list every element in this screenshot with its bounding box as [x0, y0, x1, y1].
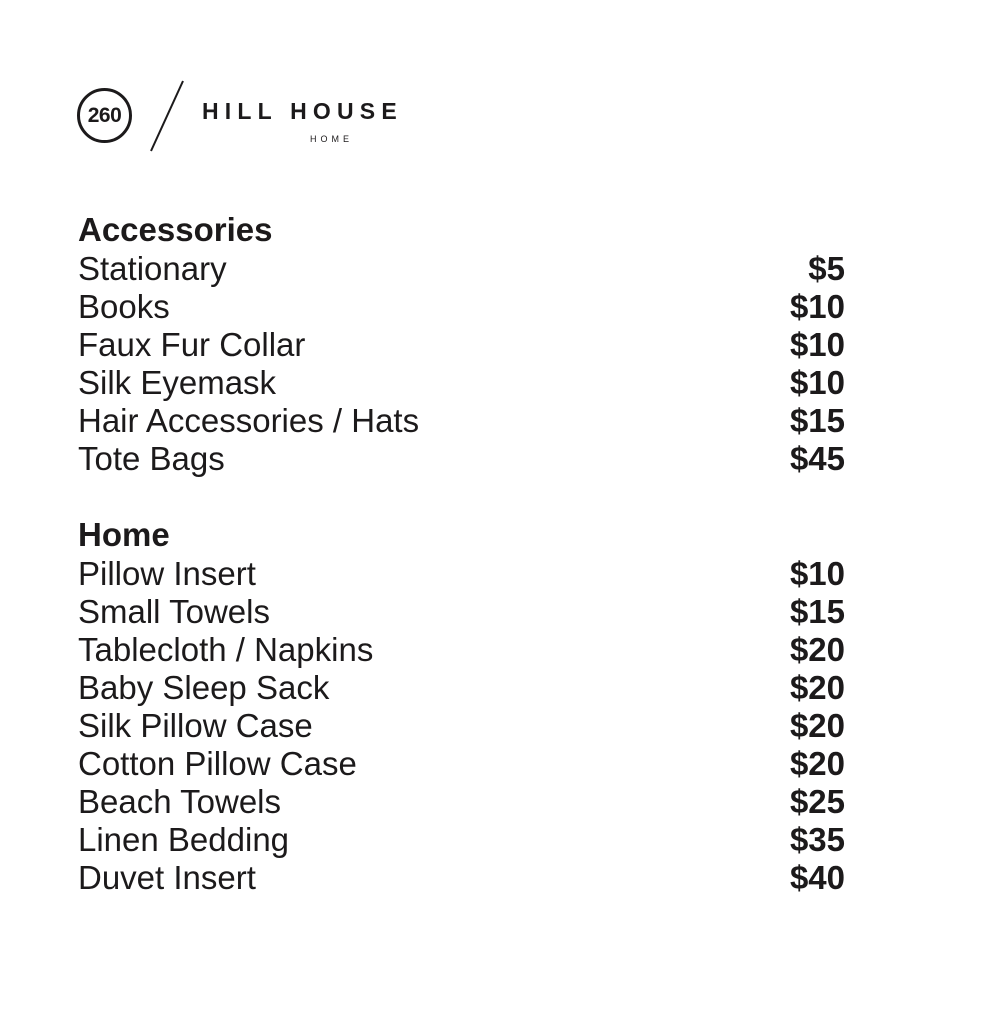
- logo-number-badge: 260: [77, 88, 132, 143]
- list-item: [78, 555, 845, 593]
- logo-brand-name: HILL HOUSE: [202, 98, 403, 124]
- list-item: [78, 593, 845, 631]
- item-price: $20: [789, 669, 845, 706]
- brand-logo: [77, 76, 477, 156]
- item-name: Pillow Insert: [78, 555, 256, 592]
- item-name: Silk Eyemask: [78, 364, 277, 401]
- item-name: Linen Bedding: [78, 821, 290, 858]
- item-price: $15: [789, 593, 845, 630]
- section-title: Home: [78, 516, 170, 553]
- list-item: [78, 745, 845, 783]
- item-price: $15: [789, 402, 845, 439]
- item-name: Baby Sleep Sack: [78, 669, 330, 706]
- item-name: Beach Towels: [78, 783, 282, 820]
- list-item: [78, 669, 845, 707]
- item-name: Faux Fur Collar: [78, 326, 306, 363]
- item-name: Books: [78, 288, 170, 325]
- logo-subtitle: HOME: [310, 134, 353, 144]
- list-item: [78, 440, 845, 478]
- item-price: $35: [789, 821, 845, 858]
- list-item: [78, 364, 845, 402]
- item-price: $10: [789, 326, 845, 363]
- section-home: [78, 515, 845, 897]
- section-title: Accessories: [78, 211, 273, 248]
- item-price: $20: [789, 707, 845, 744]
- list-item: [78, 250, 845, 288]
- item-price: $20: [789, 631, 845, 668]
- list-item: [78, 402, 845, 440]
- list-item: [78, 783, 845, 821]
- item-name: Stationary: [78, 250, 227, 287]
- item-price: $25: [789, 783, 845, 820]
- item-name: Small Towels: [78, 593, 270, 630]
- price-list: [78, 210, 845, 897]
- item-price: $10: [789, 288, 845, 325]
- logo-slash-divider: [147, 79, 187, 153]
- item-price: $5: [808, 250, 845, 287]
- item-name: Tote Bags: [78, 440, 225, 477]
- list-item: [78, 707, 845, 745]
- item-price: $40: [789, 859, 845, 896]
- item-name: Duvet Insert: [78, 859, 256, 896]
- list-item: [78, 288, 845, 326]
- section-accessories: [78, 210, 845, 478]
- item-price: $20: [789, 745, 845, 782]
- item-price: $10: [789, 364, 845, 401]
- list-item: [78, 859, 845, 897]
- list-item: [78, 821, 845, 859]
- item-name: Cotton Pillow Case: [78, 745, 357, 782]
- list-item: [78, 631, 845, 669]
- item-name: Hair Accessories / Hats: [78, 402, 420, 439]
- item-price: $10: [789, 555, 845, 592]
- list-item: [78, 326, 845, 364]
- item-name: Tablecloth / Napkins: [78, 631, 374, 668]
- item-name: Silk Pillow Case: [78, 707, 313, 744]
- item-price: $45: [789, 440, 845, 477]
